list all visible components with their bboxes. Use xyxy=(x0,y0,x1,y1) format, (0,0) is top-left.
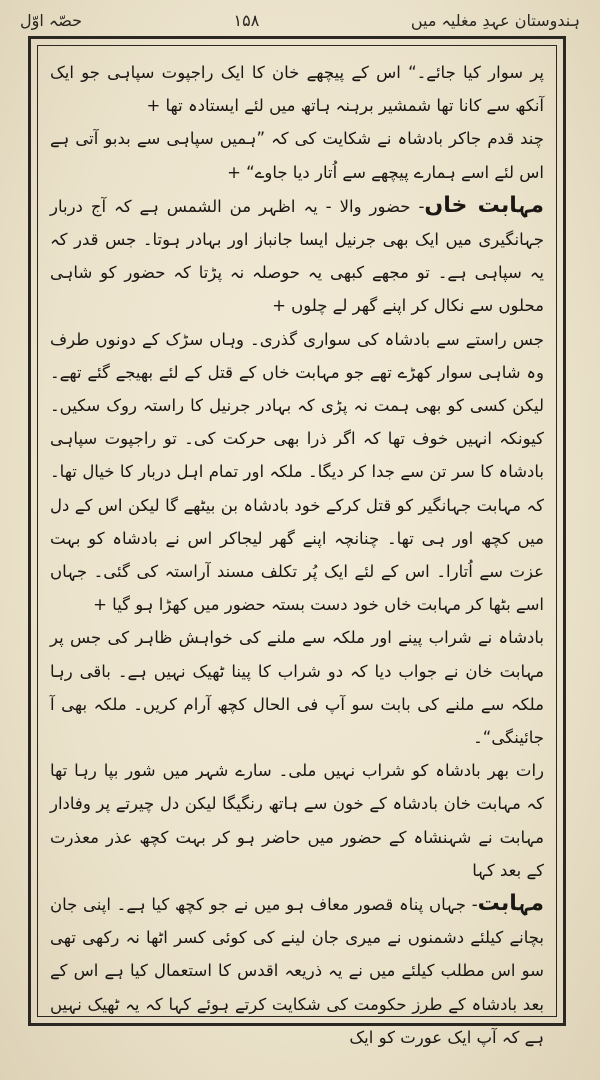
paragraph-6: رات بھر بادشاہ کو شراب نہیں ملی۔ سارے شہر میں شور بپا رہا تھا کہ مہابت خان بادشاہ کے خون سے ہاتھ رنگیگا لیکن دل چیرتے پر وفادار مہابت نے شہنشاہ کے حضور میں حاضر ہو کر بہت کچھ عذر معذرت کے بعد کہا xyxy=(50,761,544,880)
header-book-title: ہندوستان عہدِ مغلیہ میں xyxy=(410,10,580,30)
paragraph-4: جس راستے سے بادشاہ کی سواری گذری۔ وہاں سڑک کے دونوں طرف وہ شاہی سوار کھڑے تھے جو مہابت خاں کے قتل کے لئے بھیجے گئے تھے۔ لیکن کسی کو بھی ہمت نہ پڑی کہ بہادر جرنیل کا راستہ روک سکیں۔ کیونکہ انہیں خوف تھا کہ اگر ذرا بھی حرکت کی۔ تو راجپوت سپاہی بادشاہ کا سر تن سے جدا کر دیگا۔ ملکہ اور تمام اہل دربار کا خیال تھا۔ کہ مہابت جہانگیر کو قتل کرکے خود بادشاہ بن بیٹھے گا لیکن اس کے دل میں کچھ اور ہی تھا۔ چنانچہ اپنے گھر لیجاکر اس نے بادشاہ کو بہت عزت سے اُتارا۔ اس کے لئے ایک پُر تکلف مسند آراستہ کی گئی۔ جہاں اسے بٹھا کر مہابت خاں خود دست بستہ حضور میں کھڑا ہو گیا + xyxy=(50,329,544,615)
speaker-name-mahabat: مہابت xyxy=(477,891,544,917)
paragraph-5: بادشاہ نے شراب پینے اور ملکہ سے ملنے کی خواہش ظاہر کی جس پر مہابت خان نے جواب دیا کہ دو شراب کا پینا ٹھیک نہیں ہے۔ باقی رہا ملکہ سے ملنے کی بابت سو آپ فی الحال کچھ آرام کریں۔ ملکہ بھی آ جائینگی“۔ xyxy=(50,628,544,748)
paragraph-7-text: - جہاں پناہ قصور معاف ہو میں نے جو کچھ کیا ہے۔ اپنی جان بچانے کیلئے دشمنوں نے میری جان لینے کی کوئی کسر اٹھا نہ رکھی تھی سو اس مطلب کیلئے میں نے یہ ذریعہ اقدس کا استعمال کیا ہے اس کے بعد بادشاہ کے طرز حکومت کی شکایت کرتے ہوئے کہا کہ یہ ٹھیک نہیں ہے کہ آپ ایک عورت کو ایک xyxy=(50,895,544,1047)
paragraph-2: چند قدم جاکر بادشاہ نے شکایت کی کہ ”ہمیں سپاہی سے بدبو آتی ہے اس لئے اسے ہمارے پیچھے سے اُتار دیا جاوے“ + xyxy=(50,129,544,182)
page-border-inner xyxy=(37,45,557,1047)
running-header xyxy=(20,6,580,34)
paragraph-1: پر سوار کیا جائے۔“ اس کے پیچھے خان کا ایک راجپوت سپاہی جو ایک آنکھ سے کانا تھا شمشیر برہنہ ہاتھ میں لئے ایستادہ تھا + xyxy=(50,63,544,116)
header-section-label: حصّہ اوّل xyxy=(20,10,83,30)
page-number: ۱۵۸ xyxy=(233,10,260,30)
paragraph-3 xyxy=(50,189,544,323)
paragraph-3-text: - حضور والا - یہ اظہر من الشمس ہے کہ آج دربار جہانگیری میں ایک بھی جرنیل ایسا جانباز اور بہادر ہوتا۔ جس قدر کہ یہ سپاہی ہے۔ تو مجھے کبھی یہ حوصلہ نہ پڑتا کہ حضور کو شاہی محلوں سے نکال کر اپنے گھر لے چلوں + xyxy=(50,196,544,316)
body-text xyxy=(50,56,544,1054)
page-border-outer xyxy=(28,36,566,1047)
speaker-name-mahabat-khan: مہابت خاں xyxy=(424,192,545,218)
paragraph-7 xyxy=(50,887,544,1054)
